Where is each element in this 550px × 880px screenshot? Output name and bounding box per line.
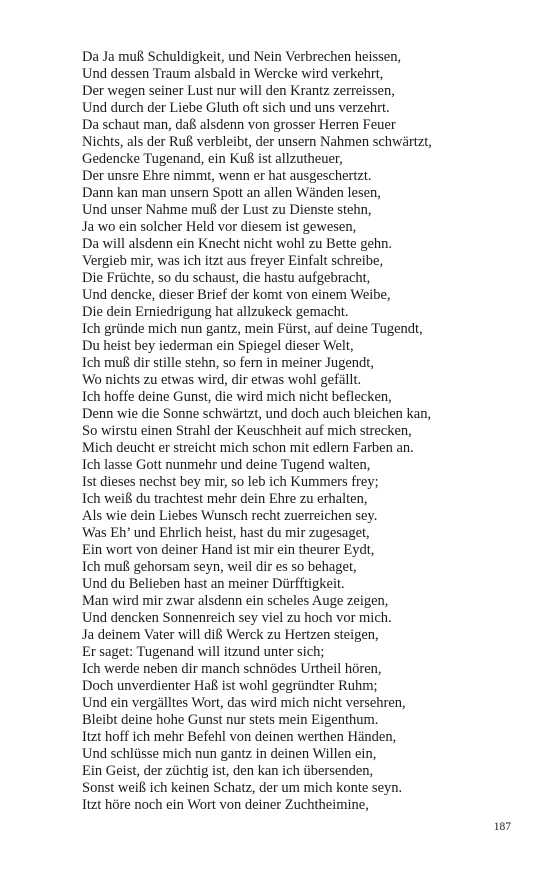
poem-line: Doch unverdienter Haß ist wohl gegründter Ruhm;: [82, 678, 378, 694]
poem-line: Gedencke Tugenand, ein Kuß ist allzutheuer,: [82, 151, 343, 167]
poem-line: Ein Geist, der züchtig ist, den kan ich übersenden,: [82, 763, 374, 779]
poem-line: Nichts, als der Ruß verbleibt, der unsern Nahmen schwärtzt,: [82, 134, 432, 150]
poem-line: Da Ja muß Schuldigkeit, und Nein Verbrechen heissen,: [82, 49, 402, 65]
poem-line: Bleibt deine hohe Gunst nur stets mein Eigenthum.: [82, 712, 379, 728]
poem-line: Ein wort von deiner Hand ist mir ein theurer Eydt,: [82, 542, 375, 558]
poem-line: Sonst weiß ich keinen Schatz, der um mich konte seyn.: [82, 780, 403, 796]
poem-line: Und du Belieben hast an meiner Dürfftigkeit.: [82, 576, 345, 592]
poem-line: Ich hoffe deine Gunst, die wird mich nicht beflecken,: [82, 389, 392, 405]
poem-line: Ist dieses nechst bey mir, so leb ich Kummers frey;: [82, 474, 379, 490]
poem-text: [82, 49, 522, 814]
poem-line: Er saget: Tugenand will itzund unter sich;: [82, 644, 325, 660]
poem-line: Als wie dein Liebes Wunsch recht zuerreichen sey.: [82, 508, 378, 524]
poem-line: So wirstu einen Strahl der Keuschheit auf mich strecken,: [82, 423, 412, 439]
poem-line: Die dein Erniedrigung hat allzukeck gemacht.: [82, 304, 349, 320]
poem-line: Und dencke, dieser Brief der komt von einem Weibe,: [82, 287, 391, 303]
poem-line: Und durch der Liebe Gluth oft sich und uns verzehrt.: [82, 100, 390, 116]
poem-line: Vergieb mir, was ich itzt aus freyer Einfalt schreibe,: [82, 253, 384, 269]
poem-line: Itzt hoff ich mehr Befehl von deinen werthen Händen,: [82, 729, 397, 745]
poem-line: Und ein vergälltes Wort, das wird mich nicht versehren,: [82, 695, 406, 711]
poem-line: Ja wo ein solcher Held vor diesem ist gewesen,: [82, 219, 357, 235]
poem-line: Der unsre Ehre nimmt, wenn er hat ausgeschertzt.: [82, 168, 372, 184]
poem-line: Du heist bey iederman ein Spiegel dieser Welt,: [82, 338, 354, 354]
poem-line: Wo nichts zu etwas wird, dir etwas wohl gefällt.: [82, 372, 362, 388]
poem-line: Was Eh’ und Ehrlich heist, hast du mir zugesaget,: [82, 525, 370, 541]
poem-line: Der wegen seiner Lust nur will den Krantz zerreissen,: [82, 83, 395, 99]
poem-line: Und dencken Sonnenreich sey viel zu hoch vor mich.: [82, 610, 392, 626]
poem-line: Dann kan man unsern Spott an allen Wänden lesen,: [82, 185, 381, 201]
poem-line: Und dessen Traum alsbald in Wercke wird verkehrt,: [82, 66, 384, 82]
poem-line: Da will alsdenn ein Knecht nicht wohl zu Bette gehn.: [82, 236, 393, 252]
poem-line: Und unser Nahme muß der Lust zu Dienste stehn,: [82, 202, 372, 218]
poem-line: Ich muß dir stille stehn, so fern in meiner Jugendt,: [82, 355, 374, 371]
poem-line: Denn wie die Sonne schwärtzt, und doch auch bleichen kan,: [82, 406, 432, 422]
poem-line: Die Früchte, so du schaust, die hastu aufgebracht,: [82, 270, 371, 286]
poem-line: Ja deinem Vater will diß Werck zu Hertzen steigen,: [82, 627, 379, 643]
poem-line: Ich muß gehorsam seyn, weil dir es so behaget,: [82, 559, 357, 575]
page-number: 187: [493, 821, 511, 833]
poem-line: Itzt höre noch ein Wort von deiner Zuchtheimine,: [82, 797, 369, 813]
poem-line: Ich werde neben dir manch schnödes Urtheil hören,: [82, 661, 382, 677]
poem-line: Und schlüsse mich nun gantz in deinen Willen ein,: [82, 746, 377, 762]
poem-line: Mich deucht er streicht mich schon mit edlern Farben an.: [82, 440, 414, 456]
poem-line: Da schaut man, daß alsdenn von grosser Herren Feuer: [82, 117, 396, 133]
poem-line: Ich gründe mich nun gantz, mein Fürst, auf deine Tugendt,: [82, 321, 423, 337]
poem-line: Ich weiß du trachtest mehr dein Ehre zu erhalten,: [82, 491, 368, 507]
poem-line: Ich lasse Gott nunmehr und deine Tugend walten,: [82, 457, 371, 473]
poem-line: Man wird mir zwar alsdenn ein scheles Auge zeigen,: [82, 593, 389, 609]
